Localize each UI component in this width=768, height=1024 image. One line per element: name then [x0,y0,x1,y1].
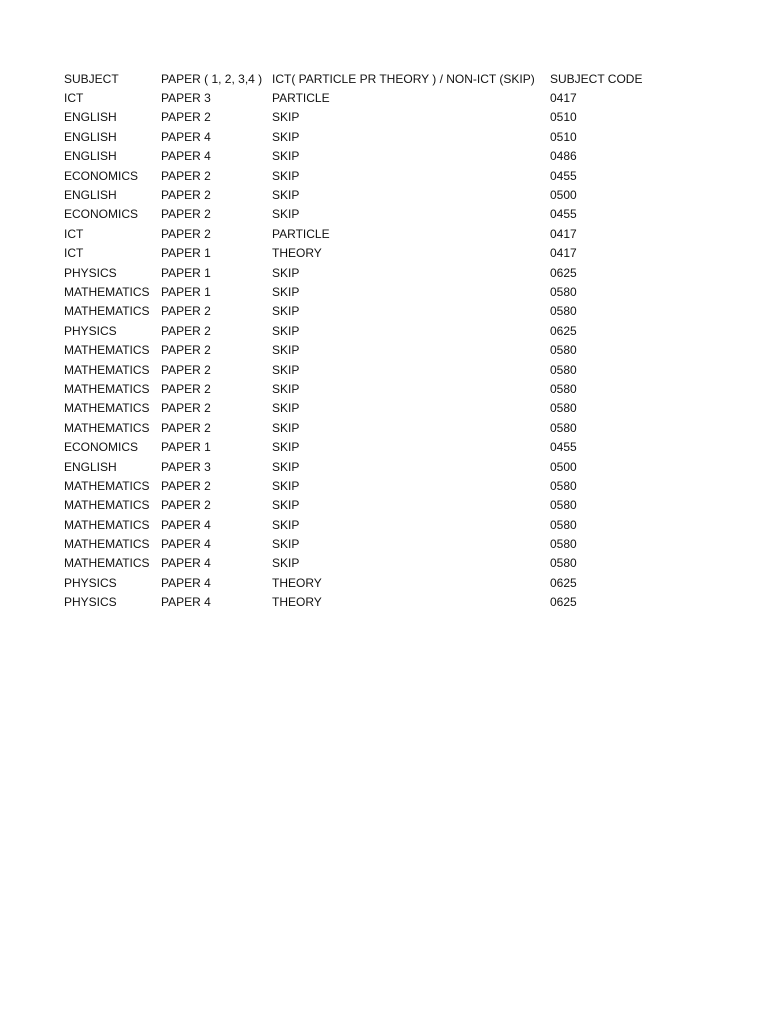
table-row [64,379,714,398]
cell-subject: ENGLISH [64,149,117,164]
cell-subject: PHYSICS [64,323,117,338]
cell-type: SKIP [272,362,300,377]
cell-type: SKIP [272,265,300,280]
table-row [64,554,714,573]
cell-subject: MATHEMATICS [64,343,150,358]
cell-type: SKIP [272,343,300,358]
header-paper: PAPER ( 1, 2, 3,4 ) [161,71,263,86]
cell-subject-code: 0580 [550,498,577,513]
cell-type: SKIP [272,149,300,164]
cell-paper: PAPER 2 [161,343,211,358]
cell-paper: PAPER 2 [161,304,211,319]
cell-subject-code: 0417 [550,226,577,241]
cell-subject-code: 0417 [550,91,577,106]
table-row [64,88,714,107]
cell-subject-code: 0500 [550,459,577,474]
table-row [64,593,714,612]
header-subject: SUBJECT [64,71,119,86]
cell-subject: PHYSICS [64,265,117,280]
cell-type: SKIP [272,537,300,552]
cell-paper: PAPER 2 [161,168,211,183]
cell-type: SKIP [272,498,300,513]
table-row [64,147,714,166]
cell-subject: ICT [64,246,84,261]
cell-paper: PAPER 2 [161,401,211,416]
cell-subject: MATHEMATICS [64,284,150,299]
cell-type: SKIP [272,323,300,338]
table-row [64,282,714,301]
cell-subject: ENGLISH [64,129,117,144]
cell-paper: PAPER 2 [161,110,211,125]
cell-subject: MATHEMATICS [64,498,150,513]
cell-subject-code: 0625 [550,595,577,610]
cell-subject-code: 0580 [550,556,577,571]
cell-paper: PAPER 2 [161,362,211,377]
cell-subject: MATHEMATICS [64,362,150,377]
table-row [64,244,714,263]
cell-subject-code: 0580 [550,284,577,299]
cell-paper: PAPER 2 [161,207,211,222]
cell-paper: PAPER 3 [161,459,211,474]
table-row [64,127,714,146]
cell-subject: ECONOMICS [64,207,139,222]
cell-type: SKIP [272,517,300,532]
table-row [64,340,714,359]
cell-subject: MATHEMATICS [64,420,150,435]
cell-subject-code: 0625 [550,575,577,590]
cell-subject: ICT [64,91,84,106]
cell-type: SKIP [272,381,300,396]
table-row [64,437,714,456]
cell-paper: PAPER 2 [161,188,211,203]
cell-paper: PAPER 4 [161,149,211,164]
cell-paper: PAPER 1 [161,284,211,299]
cell-paper: PAPER 1 [161,246,211,261]
cell-subject: MATHEMATICS [64,537,150,552]
table-row [64,185,714,204]
table-header-row [64,69,714,88]
cell-type: PARTICLE [272,91,330,106]
cell-subject-code: 0625 [550,265,577,280]
table-row [64,399,714,418]
cell-subject-code: 0510 [550,110,577,125]
cell-type: SKIP [272,207,300,222]
cell-paper: PAPER 2 [161,420,211,435]
cell-type: THEORY [272,246,322,261]
cell-subject-code: 0500 [550,188,577,203]
header-subject-code: SUBJECT CODE [550,71,643,86]
cell-type: SKIP [272,168,300,183]
cell-paper: PAPER 2 [161,323,211,338]
cell-subject: ECONOMICS [64,440,139,455]
table-row [64,496,714,515]
cell-subject-code: 0580 [550,362,577,377]
table-row [64,205,714,224]
subject-table [64,69,714,612]
table-row [64,534,714,553]
cell-paper: PAPER 4 [161,129,211,144]
cell-subject-code: 0580 [550,478,577,493]
cell-subject: MATHEMATICS [64,478,150,493]
cell-paper: PAPER 1 [161,440,211,455]
table-row [64,476,714,495]
cell-type: SKIP [272,284,300,299]
cell-type: SKIP [272,110,300,125]
cell-subject: MATHEMATICS [64,401,150,416]
cell-subject-code: 0580 [550,381,577,396]
cell-type: PARTICLE [272,226,330,241]
cell-subject: MATHEMATICS [64,517,150,532]
cell-paper: PAPER 2 [161,381,211,396]
table-row [64,457,714,476]
cell-subject: PHYSICS [64,575,117,590]
cell-paper: PAPER 1 [161,265,211,280]
table-row [64,224,714,243]
cell-subject-code: 0510 [550,129,577,144]
cell-subject: PHYSICS [64,595,117,610]
header-type: ICT( PARTICLE PR THEORY ) / NON-ICT (SKIP) [272,71,535,86]
cell-subject-code: 0417 [550,246,577,261]
table-row [64,302,714,321]
cell-subject-code: 0580 [550,343,577,358]
cell-subject: ENGLISH [64,459,117,474]
table-row [64,321,714,340]
cell-paper: PAPER 2 [161,478,211,493]
table-row [64,418,714,437]
cell-type: SKIP [272,556,300,571]
table-row [64,360,714,379]
cell-subject-code: 0455 [550,168,577,183]
cell-paper: PAPER 4 [161,556,211,571]
cell-type: SKIP [272,478,300,493]
cell-subject: ENGLISH [64,188,117,203]
cell-type: THEORY [272,595,322,610]
cell-type: THEORY [272,575,322,590]
cell-type: SKIP [272,188,300,203]
cell-type: SKIP [272,129,300,144]
cell-paper: PAPER 2 [161,498,211,513]
table-row [64,573,714,592]
cell-subject-code: 0580 [550,420,577,435]
cell-type: SKIP [272,420,300,435]
table-row [64,108,714,127]
cell-subject: MATHEMATICS [64,304,150,319]
cell-type: SKIP [272,459,300,474]
table-row [64,166,714,185]
cell-paper: PAPER 4 [161,517,211,532]
cell-subject: ECONOMICS [64,168,139,183]
cell-paper: PAPER 3 [161,91,211,106]
cell-type: SKIP [272,440,300,455]
cell-paper: PAPER 4 [161,595,211,610]
cell-subject-code: 0486 [550,149,577,164]
cell-subject-code: 0580 [550,304,577,319]
cell-subject-code: 0580 [550,401,577,416]
cell-paper: PAPER 4 [161,575,211,590]
cell-paper: PAPER 2 [161,226,211,241]
table-row [64,263,714,282]
cell-subject: MATHEMATICS [64,556,150,571]
cell-subject-code: 0580 [550,517,577,532]
cell-subject: MATHEMATICS [64,381,150,396]
table-row [64,515,714,534]
cell-subject-code: 0455 [550,440,577,455]
cell-type: SKIP [272,304,300,319]
cell-subject-code: 0455 [550,207,577,222]
cell-subject: ICT [64,226,84,241]
cell-subject-code: 0625 [550,323,577,338]
cell-subject-code: 0580 [550,537,577,552]
cell-paper: PAPER 4 [161,537,211,552]
cell-subject: ENGLISH [64,110,117,125]
cell-type: SKIP [272,401,300,416]
